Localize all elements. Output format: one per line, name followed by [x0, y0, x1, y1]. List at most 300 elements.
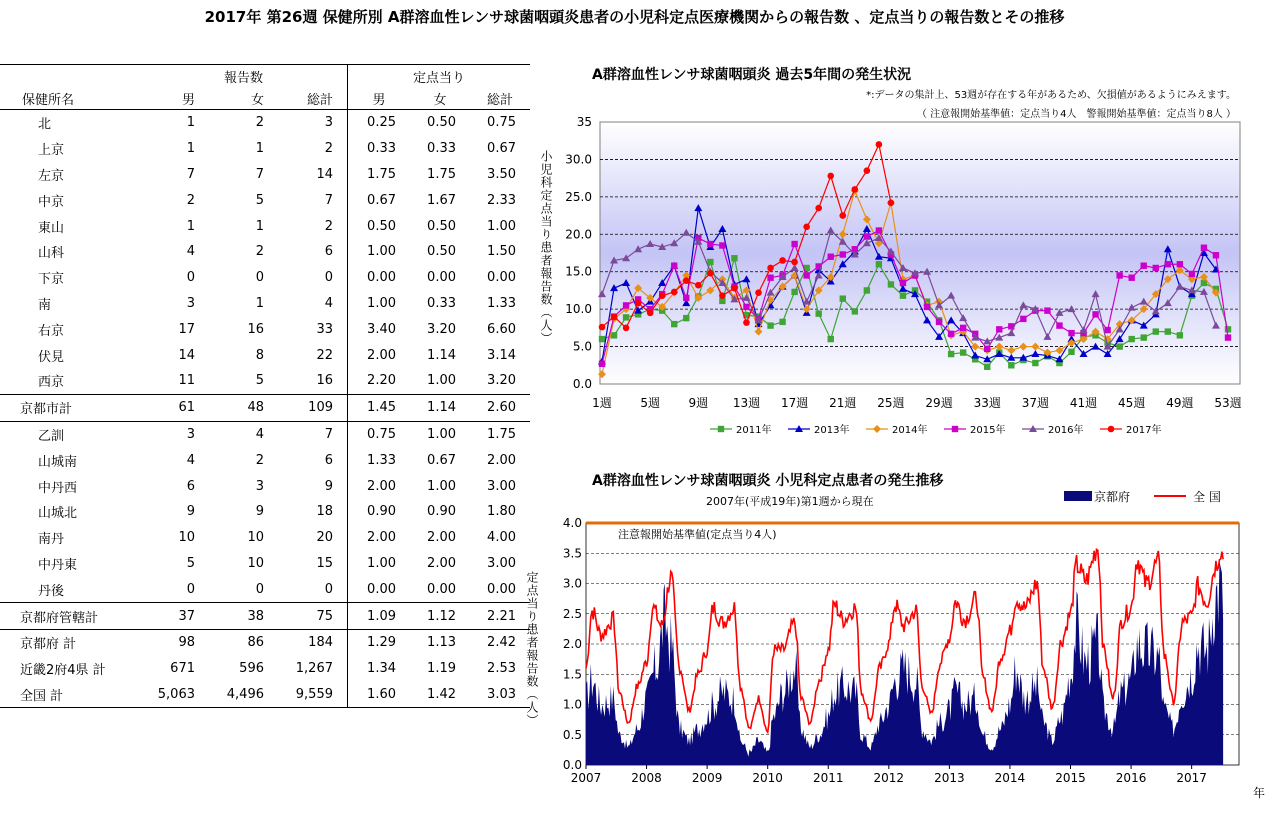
table-cell: 9	[186, 504, 195, 520]
legend-item	[1022, 423, 1083, 436]
data-point	[791, 241, 797, 247]
data-point	[779, 319, 785, 325]
table-cell: 0.33	[348, 136, 411, 162]
table-cell: 1.75	[487, 426, 516, 442]
y-tick-label: 3.0	[562, 576, 582, 591]
table-row	[0, 603, 530, 630]
table-cell: 4.00	[487, 530, 516, 546]
table-cell: 75	[278, 603, 348, 630]
table-cell: 0	[255, 270, 264, 286]
data-point	[767, 322, 773, 328]
table-cell: 3.03	[470, 682, 530, 708]
table-row	[0, 447, 530, 473]
office-name: 南丹	[38, 532, 65, 548]
table-cell: 16	[247, 321, 264, 337]
x-tick-label: 1週	[592, 396, 612, 410]
office-name: 伏見	[38, 349, 65, 365]
office-name: 乙訓	[38, 428, 65, 444]
data-point	[683, 295, 689, 301]
legend-label: 2011年	[736, 425, 772, 436]
table-cell: 3.20	[487, 373, 516, 389]
table-row	[0, 421, 530, 447]
data-point	[731, 255, 737, 261]
table-cell: 7	[186, 166, 195, 182]
table-cell: 14	[178, 347, 195, 363]
table-cell: 3	[255, 478, 264, 494]
table-cell: 6	[324, 452, 333, 468]
y-tick-label: 5.0	[572, 339, 592, 354]
chart-note: （ 注意報開始基準値：定点当り4人 警報開始基準値：定点当り8人 ）	[916, 109, 1236, 120]
table-cell: 0.75	[487, 115, 516, 131]
legend-item	[1100, 423, 1161, 436]
data-point	[876, 261, 882, 267]
data-point	[791, 259, 798, 266]
column-header-office: 保健所名	[0, 87, 140, 110]
table-cell: 11	[178, 373, 195, 389]
data-point	[623, 302, 629, 308]
data-point	[611, 313, 618, 320]
table-row	[0, 239, 530, 265]
table-cell: 1.75	[427, 166, 456, 182]
table-cell: 3.00	[487, 478, 516, 494]
table-cell: 37	[140, 603, 209, 630]
table-cell: 10	[247, 555, 264, 571]
table-cell: 1.45	[348, 394, 411, 421]
data-point	[755, 289, 762, 296]
y-tick-label: 15.0	[565, 264, 592, 279]
table-cell: 1.60	[348, 682, 411, 708]
table-cell: 48	[209, 394, 278, 421]
table-cell: 1	[255, 141, 264, 157]
table-cell: 18	[316, 504, 333, 520]
data-point	[1116, 272, 1122, 278]
table-cell: 0.50	[427, 244, 456, 260]
y-tick-label: 35	[576, 115, 592, 129]
table-cell: 8	[255, 347, 264, 363]
table-cell: 1.00	[487, 218, 516, 234]
table-cell: 7	[324, 192, 333, 208]
table-row	[0, 499, 530, 525]
table-cell: 1,267	[295, 661, 333, 677]
table-cell: 0.50	[427, 218, 456, 234]
y-tick-label: 20.0	[565, 227, 592, 242]
table-cell: 3	[186, 426, 195, 442]
table-cell: 0	[186, 581, 195, 597]
threshold-label: 注意報開始基準値(定点当り4人)	[618, 528, 777, 541]
data-point	[888, 281, 894, 287]
column-header-male: 男	[140, 87, 209, 110]
table-cell: 1.09	[348, 603, 411, 630]
y-tick-label: 0.5	[562, 727, 582, 742]
table-cell: 0.33	[427, 141, 456, 157]
table-cell: 1.75	[348, 162, 411, 188]
data-point	[671, 321, 677, 327]
column-header-female-per: 女	[410, 87, 470, 110]
table-cell: 5,063	[140, 682, 209, 708]
data-point	[1153, 328, 1159, 334]
x-tick-label: 45週	[1118, 396, 1146, 410]
x-unit-label: 年	[1253, 786, 1266, 800]
office-name: 左京	[38, 168, 65, 184]
data-point	[1225, 334, 1231, 340]
table-cell: 98	[178, 635, 195, 651]
table-cell: 4	[255, 426, 264, 442]
data-point	[1165, 261, 1171, 267]
x-tick-label: 2007	[570, 771, 602, 785]
legend-label: 京都府	[1094, 490, 1131, 504]
office-name: 右京	[38, 323, 65, 339]
data-point	[707, 259, 713, 265]
column-header-total-per: 総計	[470, 87, 530, 110]
table-cell: 0.00	[487, 270, 516, 286]
data-point	[611, 332, 617, 338]
table-cell: 0.00	[348, 576, 411, 602]
data-point	[1128, 336, 1134, 342]
table-cell: 3.00	[487, 555, 516, 571]
table-cell: 1.19	[427, 661, 456, 677]
data-point	[683, 277, 690, 284]
table-cell: 2.00	[427, 555, 456, 571]
data-point	[952, 426, 958, 432]
data-point	[948, 331, 954, 337]
table-cell: 7	[324, 426, 333, 442]
data-point	[1177, 261, 1183, 267]
table-cell: 33	[316, 321, 333, 337]
y-tick-label: 10.0	[565, 302, 592, 317]
data-point	[900, 292, 906, 298]
office-name: 京都市計	[0, 394, 140, 421]
table-body	[0, 110, 530, 708]
legend-label: 2013年	[814, 425, 850, 436]
data-point	[984, 346, 990, 352]
office-name: 京都府管轄計	[0, 603, 140, 630]
table-cell: 3	[186, 295, 195, 311]
table-cell: 1.00	[427, 426, 456, 442]
table-cell: 4	[186, 452, 195, 468]
chart-title: A群溶血性レンサ球菌咽頭炎 過去5年間の発生状況	[592, 67, 912, 83]
table-cell: 86	[247, 635, 264, 651]
data-point	[731, 285, 738, 292]
data-point	[1141, 263, 1147, 269]
x-tick-label: 13週	[732, 396, 761, 410]
data-point	[1201, 245, 1207, 251]
table-cell: 6	[186, 478, 195, 494]
y-tick-label: 0.0	[572, 377, 592, 391]
table-cell: 3.20	[427, 321, 456, 337]
table-cell: 9	[324, 478, 333, 494]
data-point	[936, 319, 942, 325]
office-name: 西京	[38, 375, 65, 391]
data-point	[1108, 426, 1115, 433]
table-cell: 0.75	[348, 421, 411, 447]
table-cell: 16	[316, 373, 333, 389]
office-name: 京都府 計	[20, 637, 77, 653]
table-cell: 1	[186, 141, 195, 157]
legend	[1064, 489, 1221, 504]
legend-label: 全 国	[1193, 490, 1221, 504]
table-cell: 2	[324, 218, 333, 234]
table-cell: 2.00	[487, 452, 516, 468]
table-cell: 2.20	[348, 368, 411, 394]
x-tick-label: 2017	[1176, 771, 1207, 785]
data-point	[1020, 316, 1026, 322]
data-point	[623, 325, 630, 332]
data-point	[767, 265, 774, 272]
table-cell: 7	[255, 166, 264, 182]
group-header-per-sentinel: 定点当り	[348, 65, 531, 88]
data-point	[767, 275, 773, 281]
data-point	[599, 336, 605, 342]
data-point	[1044, 307, 1050, 313]
chart-title: A群溶血性レンサ球菌咽頭炎 小児科定点患者の発生推移	[592, 473, 944, 489]
table-cell: 1.67	[427, 192, 456, 208]
table-cell: 2	[324, 141, 333, 157]
data-point	[1177, 332, 1183, 338]
office-name: 山科	[38, 246, 65, 262]
table-row	[0, 162, 530, 188]
x-tick-label: 21週	[829, 396, 857, 410]
table-cell: 1.42	[410, 682, 470, 708]
data-point	[671, 263, 677, 269]
table-cell: 1.00	[427, 478, 456, 494]
legend-label: 2015年	[970, 425, 1006, 436]
table-cell: 10	[247, 530, 264, 546]
data-point	[719, 242, 725, 248]
y-tick-label: 1.0	[562, 697, 582, 712]
data-point	[1153, 265, 1159, 271]
table-cell: 0.25	[348, 110, 411, 136]
table-cell: 9	[255, 504, 264, 520]
table-row	[0, 682, 530, 708]
table-row	[0, 525, 530, 551]
table-cell: 0.67	[427, 452, 456, 468]
table-cell: 1.80	[487, 504, 516, 520]
table-row	[0, 187, 530, 213]
table-cell: 4	[186, 244, 195, 260]
data-point	[876, 227, 882, 233]
y-axis-label: 小児科定点当り患者報告数（人）	[539, 150, 553, 345]
office-name: 北	[38, 117, 52, 133]
x-tick-label: 2008	[631, 771, 662, 785]
data-point	[960, 349, 966, 355]
data-point	[827, 173, 834, 180]
table-cell: 1.33	[487, 295, 516, 311]
data-point	[864, 287, 870, 293]
table-cell: 20	[316, 530, 333, 546]
office-name: 近畿2府4県 計	[20, 663, 106, 679]
office-name: 中京	[38, 194, 65, 210]
table-cell: 15	[316, 555, 333, 571]
table-row	[0, 342, 530, 368]
data-point	[840, 295, 846, 301]
data-point	[900, 280, 906, 286]
column-header-male-per: 男	[348, 87, 411, 110]
table-cell: 1.00	[427, 373, 456, 389]
table-cell: 2	[186, 192, 195, 208]
legend-item	[944, 423, 1005, 436]
data-point	[1068, 330, 1074, 336]
data-point	[840, 251, 846, 257]
data-point	[718, 426, 724, 432]
x-tick-label: 2015	[1055, 771, 1086, 785]
x-tick-label: 53週	[1214, 396, 1242, 410]
table-cell: 17	[178, 321, 195, 337]
table-cell: 38	[209, 603, 278, 630]
office-name: 南	[38, 297, 52, 313]
data-point	[1008, 362, 1014, 368]
data-point	[1068, 349, 1074, 355]
data-point	[1141, 334, 1147, 340]
data-point	[1213, 252, 1219, 258]
table-cell: 2	[255, 452, 264, 468]
data-point	[873, 425, 881, 433]
legend-label: 2014年	[892, 425, 928, 436]
table-cell: 1.00	[348, 551, 411, 577]
x-tick-label: 33週	[973, 396, 1001, 410]
x-tick-label: 29週	[925, 396, 953, 410]
table-cell: 5	[255, 192, 264, 208]
x-tick-label: 25週	[877, 396, 905, 410]
data-point	[864, 167, 871, 174]
office-name: 全国 計	[0, 682, 140, 708]
page-title: 2017年 第26週 保健所別 A群溶血性レンサ球菌咽頭炎患者の小児科定点医療機関からの報告数 、定点当りの報告数とその推移	[204, 8, 1065, 26]
data-point	[1128, 275, 1134, 281]
table-cell: 0	[186, 270, 195, 286]
data-point	[852, 308, 858, 314]
table-cell: 0	[324, 270, 333, 286]
data-point	[659, 292, 666, 299]
x-tick-label: 2016	[1115, 771, 1147, 785]
y-tick-label: 25.0	[565, 189, 592, 204]
column-header-total: 総計	[278, 87, 348, 110]
legend-swatch-kyoto	[1064, 491, 1092, 501]
table-cell: 3.40	[348, 316, 411, 342]
table-cell: 0	[255, 581, 264, 597]
table-cell: 10	[178, 530, 195, 546]
table-row	[0, 629, 530, 655]
data-point	[924, 304, 930, 310]
legend-item	[866, 423, 927, 436]
office-name: 中丹西	[38, 480, 78, 496]
table-cell: 2.33	[487, 192, 516, 208]
table-row	[0, 291, 530, 317]
table-cell: 1.50	[487, 244, 516, 260]
report-table	[0, 64, 530, 708]
data-point	[599, 361, 605, 367]
table-row	[0, 136, 530, 162]
data-point	[1165, 328, 1171, 334]
legend-item	[788, 423, 849, 436]
data-point	[888, 200, 895, 207]
table-cell: 4	[324, 295, 333, 311]
data-point	[1116, 343, 1122, 349]
data-point	[876, 141, 883, 148]
office-name: 中丹東	[38, 557, 78, 573]
office-name: 丹後	[38, 583, 65, 599]
table-row	[0, 551, 530, 577]
table-row	[0, 110, 530, 136]
office-name: 下京	[38, 272, 65, 288]
x-tick-label: 2013	[934, 771, 965, 785]
column-header-female: 女	[209, 87, 278, 110]
data-point	[815, 310, 821, 316]
table-cell: 109	[278, 394, 348, 421]
group-header-reports: 報告数	[140, 65, 348, 88]
table-cell: 1.29	[348, 629, 411, 655]
table-cell: 1	[255, 295, 264, 311]
chart-subtitle: 2007年(平成19年)第1週から現在	[706, 495, 874, 508]
table-cell: 0.50	[348, 213, 411, 239]
table-cell: 596	[239, 661, 264, 677]
table-cell: 0.90	[427, 504, 456, 520]
table-cell: 22	[316, 347, 333, 363]
data-point	[707, 270, 714, 277]
data-point	[623, 314, 629, 320]
data-point	[1032, 360, 1038, 366]
x-tick-label: 17週	[780, 396, 809, 410]
data-point	[1092, 311, 1098, 317]
data-point	[984, 364, 990, 370]
table-cell: 0.67	[487, 141, 516, 157]
data-point	[803, 272, 809, 278]
weekly-chart	[539, 60, 1260, 500]
office-name: 上京	[38, 143, 65, 159]
table-cell: 1.33	[348, 447, 411, 473]
table-cell: 0.00	[487, 581, 516, 597]
data-point	[815, 205, 822, 212]
table-row	[0, 576, 530, 602]
data-point	[948, 351, 954, 357]
series-kyoto-area	[586, 562, 1223, 765]
longterm-chart	[525, 473, 1268, 819]
data-point	[828, 336, 834, 342]
table-cell: 6	[324, 244, 333, 260]
table-row	[0, 656, 530, 682]
table-cell: 2.00	[427, 530, 456, 546]
table-cell: 61	[140, 394, 209, 421]
office-name: 東山	[38, 220, 65, 236]
y-tick-label: 1.5	[562, 667, 582, 682]
table-cell: 14	[316, 166, 333, 182]
table-row	[0, 394, 530, 421]
x-tick-label: 41週	[1069, 396, 1098, 410]
table-cell: 0.67	[348, 187, 411, 213]
y-tick-label: 0.0	[562, 758, 582, 772]
data-point	[1104, 327, 1110, 333]
table-cell: 184	[308, 635, 333, 651]
y-tick-label: 30.0	[565, 152, 592, 167]
office-name: 山城南	[38, 454, 78, 470]
data-point	[828, 254, 834, 260]
legend-label: 2017年	[1126, 425, 1162, 436]
table-cell: 1	[255, 218, 264, 234]
table-cell: 4,496	[209, 682, 278, 708]
y-tick-label: 4.0	[562, 516, 582, 530]
table-cell: 1.14	[427, 347, 456, 363]
y-tick-label: 3.5	[562, 546, 582, 561]
table-row	[0, 473, 530, 499]
data-point	[743, 319, 750, 326]
table-cell: 0.50	[427, 115, 456, 131]
table-cell: 1.12	[410, 603, 470, 630]
data-point	[1056, 322, 1062, 328]
data-point	[779, 257, 786, 264]
table-cell: 0	[324, 581, 333, 597]
table-cell: 3.14	[487, 347, 516, 363]
table-cell: 2.00	[348, 525, 411, 551]
data-point	[839, 212, 846, 219]
data-point	[599, 324, 606, 331]
